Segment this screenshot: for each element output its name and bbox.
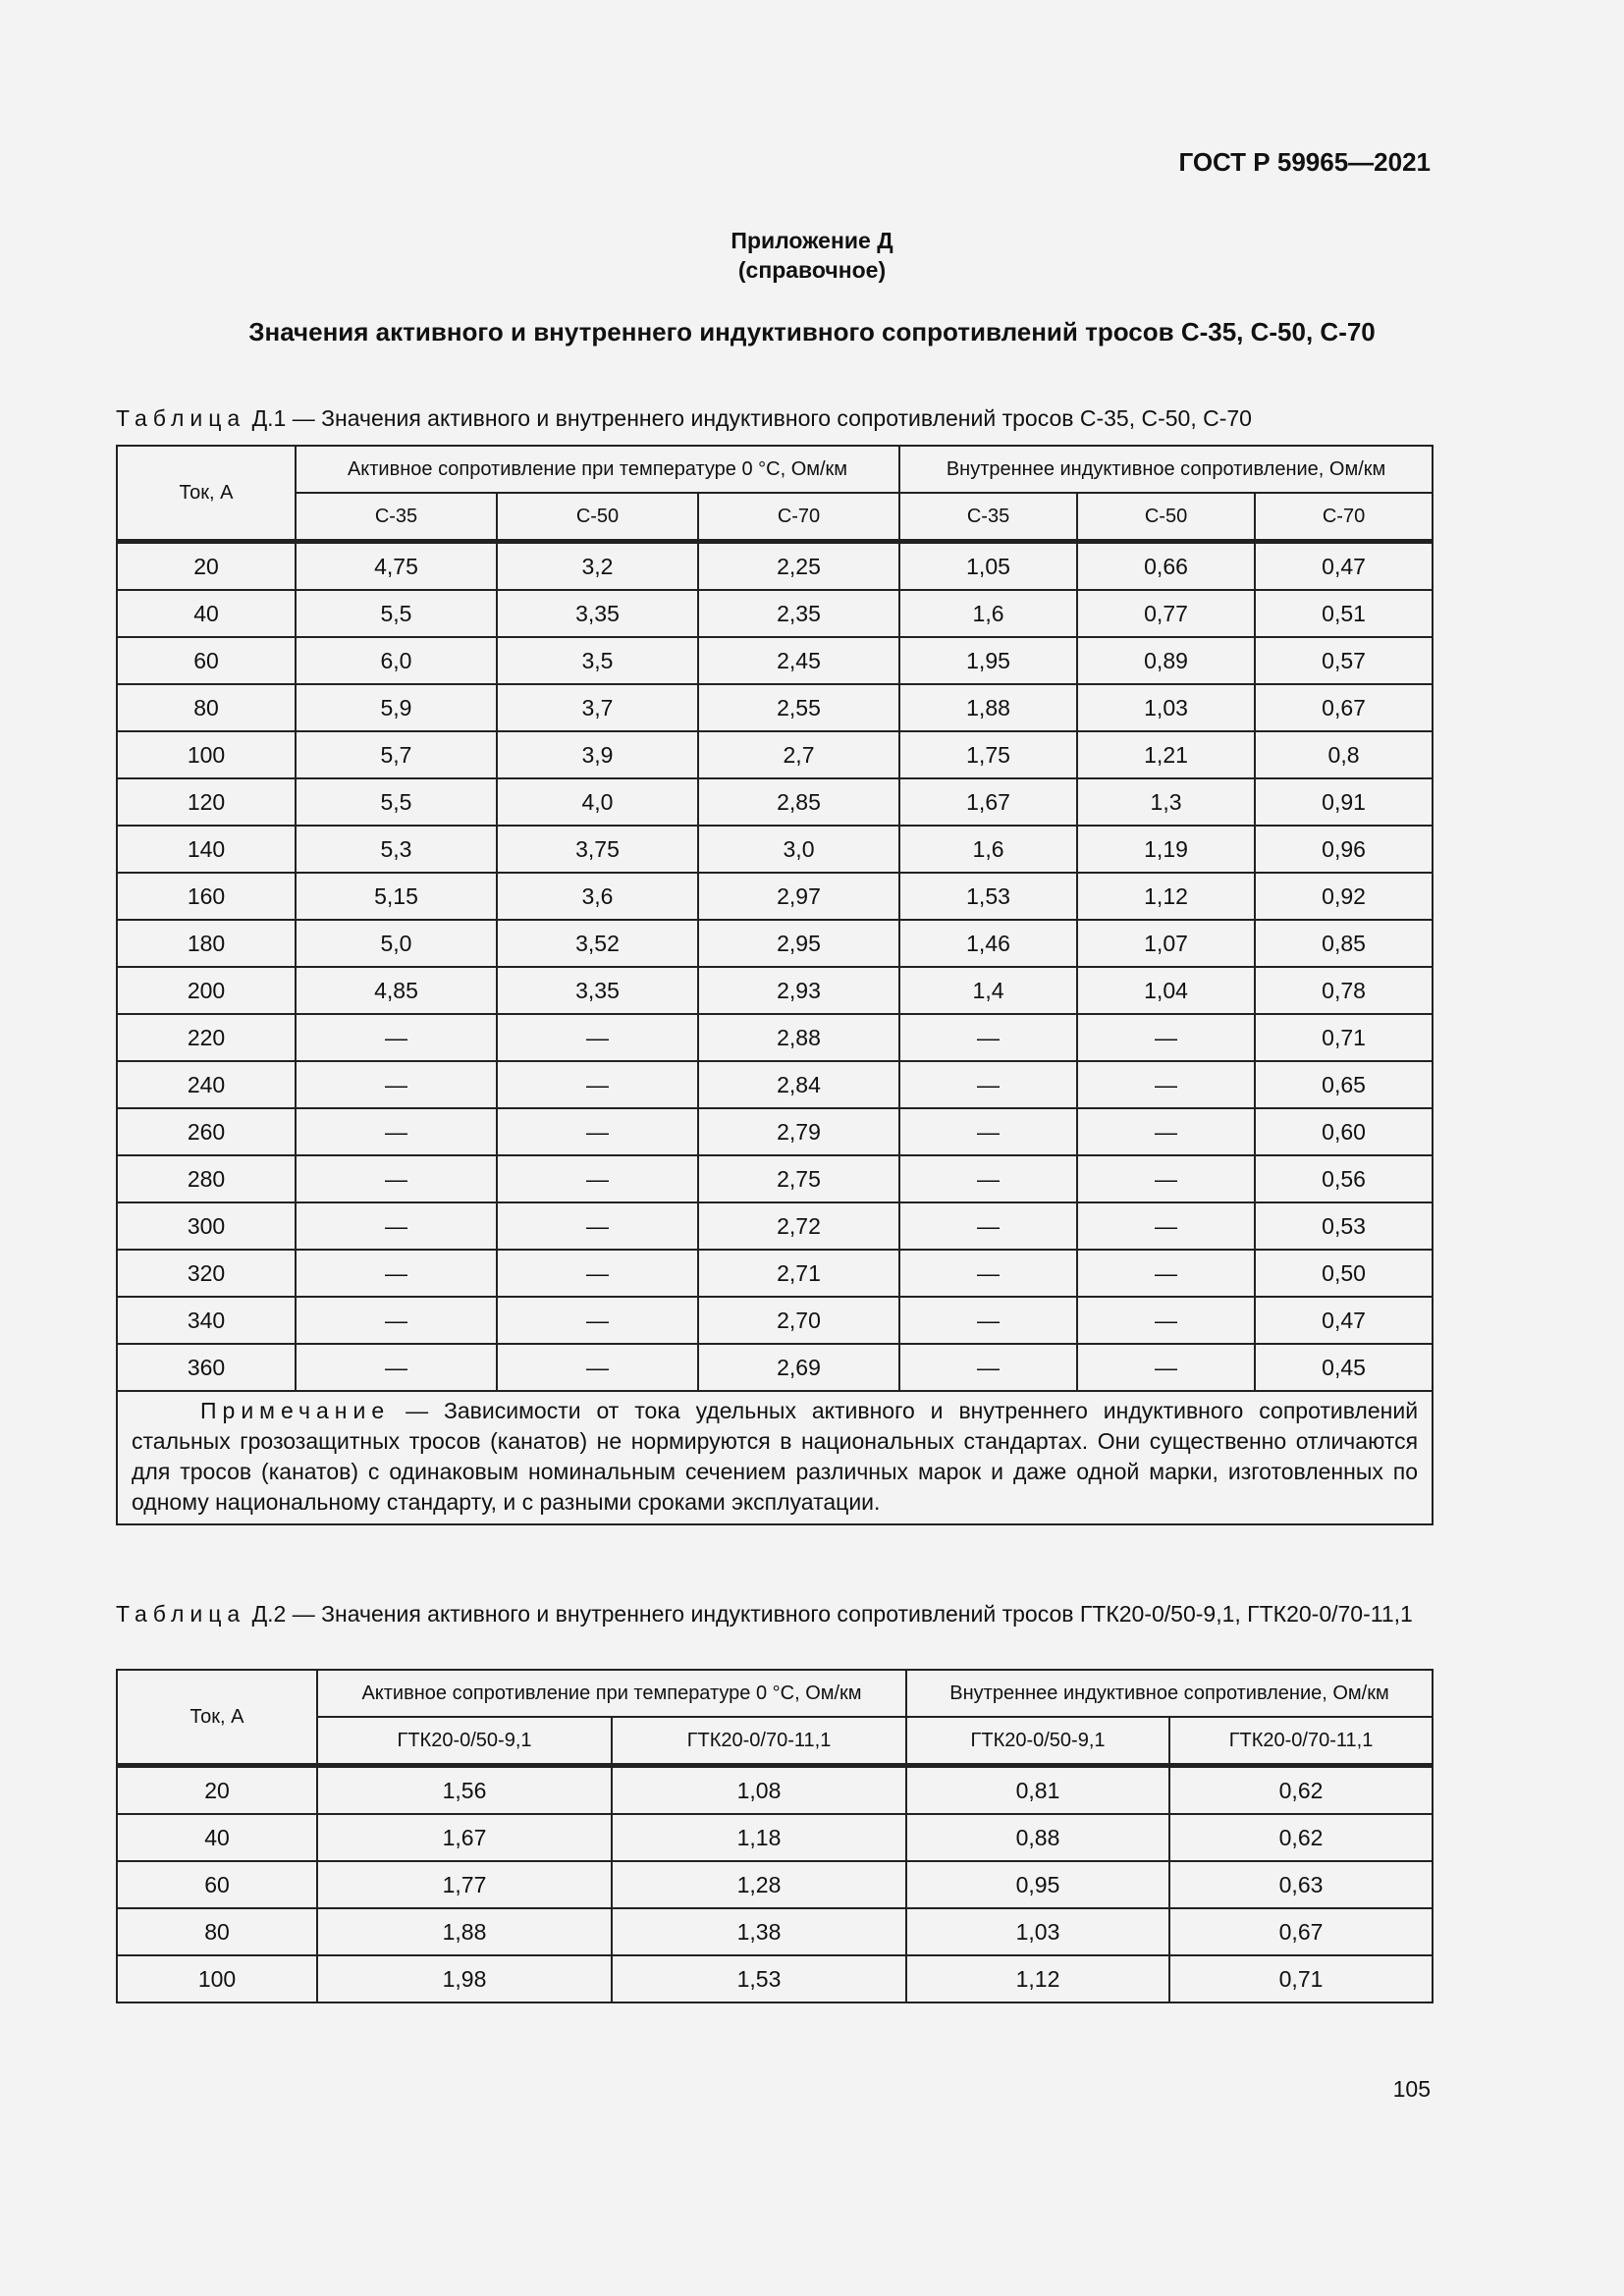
value-cell: —: [1077, 1155, 1255, 1202]
current-cell: 280: [117, 1155, 296, 1202]
document-number: ГОСТ Р 59965—2021: [1178, 147, 1431, 177]
page-number: 105: [1392, 2076, 1431, 2102]
table2-header-active: Активное сопротивление при температуре 0 °С, Ом/км: [317, 1670, 906, 1717]
value-cell: —: [497, 1108, 698, 1155]
value-cell: —: [497, 1297, 698, 1344]
table1-subheader: С-70: [1255, 493, 1433, 542]
value-cell: 0,47: [1255, 1297, 1433, 1344]
value-cell: —: [1077, 1108, 1255, 1155]
value-cell: 5,9: [296, 684, 497, 731]
current-cell: 80: [117, 1908, 317, 1955]
value-cell: —: [296, 1250, 497, 1297]
table-row: [117, 1344, 1433, 1391]
value-cell: 1,88: [899, 684, 1077, 731]
value-cell: 0,88: [906, 1814, 1169, 1861]
value-cell: 0,89: [1077, 637, 1255, 684]
current-cell: 40: [117, 590, 296, 637]
value-cell: 0,47: [1255, 542, 1433, 591]
value-cell: —: [296, 1202, 497, 1250]
value-cell: 1,03: [1077, 684, 1255, 731]
table-row: [117, 590, 1433, 637]
value-cell: —: [296, 1344, 497, 1391]
value-cell: 5,7: [296, 731, 497, 778]
value-cell: 5,15: [296, 873, 497, 920]
value-cell: 3,2: [497, 542, 698, 591]
current-cell: 340: [117, 1297, 296, 1344]
value-cell: 2,75: [698, 1155, 899, 1202]
value-cell: 0,67: [1255, 684, 1433, 731]
table-note: [117, 1391, 1433, 1524]
value-cell: 2,35: [698, 590, 899, 637]
value-cell: 1,6: [899, 590, 1077, 637]
value-cell: 1,67: [317, 1814, 612, 1861]
current-cell: 240: [117, 1061, 296, 1108]
current-cell: 180: [117, 920, 296, 967]
value-cell: 0,71: [1255, 1014, 1433, 1061]
value-cell: —: [1077, 1344, 1255, 1391]
current-cell: 140: [117, 826, 296, 873]
table-row: [117, 684, 1433, 731]
value-cell: —: [1077, 1014, 1255, 1061]
table2-header-current: Ток, А: [117, 1670, 317, 1766]
value-cell: 0,62: [1169, 1766, 1433, 1815]
table-row: [117, 1155, 1433, 1202]
current-cell: 360: [117, 1344, 296, 1391]
value-cell: 1,03: [906, 1908, 1169, 1955]
table-row: [117, 1955, 1433, 2002]
value-cell: 1,05: [899, 542, 1077, 591]
value-cell: —: [296, 1297, 497, 1344]
value-cell: —: [899, 1014, 1077, 1061]
value-cell: 2,97: [698, 873, 899, 920]
value-cell: 2,72: [698, 1202, 899, 1250]
value-cell: 1,53: [899, 873, 1077, 920]
table-row: [117, 1061, 1433, 1108]
current-cell: 120: [117, 778, 296, 826]
value-cell: 0,57: [1255, 637, 1433, 684]
value-cell: 3,75: [497, 826, 698, 873]
value-cell: 1,3: [1077, 778, 1255, 826]
table-row: [117, 1250, 1433, 1297]
value-cell: —: [899, 1297, 1077, 1344]
table-row: [117, 873, 1433, 920]
current-cell: 100: [117, 731, 296, 778]
current-cell: 100: [117, 1955, 317, 2002]
value-cell: 2,70: [698, 1297, 899, 1344]
table1-caption-text: Д.1 — Значения активного и внутреннего индуктивного сопротивлений тросов С-35, С-50, С-70: [251, 405, 1252, 431]
table-row: [117, 1297, 1433, 1344]
value-cell: 5,3: [296, 826, 497, 873]
value-cell: 4,75: [296, 542, 497, 591]
value-cell: 0,45: [1255, 1344, 1433, 1391]
value-cell: 0,78: [1255, 967, 1433, 1014]
value-cell: 3,7: [497, 684, 698, 731]
value-cell: 0,50: [1255, 1250, 1433, 1297]
current-cell: 260: [117, 1108, 296, 1155]
value-cell: 3,35: [497, 590, 698, 637]
value-cell: 0,92: [1255, 873, 1433, 920]
value-cell: —: [899, 1108, 1077, 1155]
value-cell: 1,53: [612, 1955, 906, 2002]
value-cell: —: [899, 1155, 1077, 1202]
table-row: [117, 637, 1433, 684]
table-row: [117, 1014, 1433, 1061]
current-cell: 20: [117, 542, 296, 591]
value-cell: —: [296, 1108, 497, 1155]
current-cell: 20: [117, 1766, 317, 1815]
value-cell: 1,38: [612, 1908, 906, 1955]
value-cell: 0,95: [906, 1861, 1169, 1908]
current-cell: 60: [117, 1861, 317, 1908]
table1-subheader: С-35: [296, 493, 497, 542]
current-cell: 300: [117, 1202, 296, 1250]
value-cell: 2,71: [698, 1250, 899, 1297]
table-row: [117, 542, 1433, 591]
value-cell: 2,69: [698, 1344, 899, 1391]
table-row: [117, 1908, 1433, 1955]
note-row: [117, 1391, 1433, 1524]
table2-subheader: ГТК20-0/70-11,1: [612, 1717, 906, 1766]
table-row: [117, 920, 1433, 967]
value-cell: 0,60: [1255, 1108, 1433, 1155]
value-cell: —: [1077, 1202, 1255, 1250]
value-cell: 2,55: [698, 684, 899, 731]
value-cell: 3,52: [497, 920, 698, 967]
value-cell: 0,85: [1255, 920, 1433, 967]
table1-subheader: С-35: [899, 493, 1077, 542]
value-cell: —: [497, 1344, 698, 1391]
appendix-subtitle: (справочное): [737, 257, 887, 283]
value-cell: —: [1077, 1061, 1255, 1108]
value-cell: 1,67: [899, 778, 1077, 826]
value-cell: 1,19: [1077, 826, 1255, 873]
value-cell: 0,56: [1255, 1155, 1433, 1202]
value-cell: 2,79: [698, 1108, 899, 1155]
value-cell: 0,66: [1077, 542, 1255, 591]
table2-caption-label: Таблица: [116, 1601, 246, 1627]
value-cell: 1,07: [1077, 920, 1255, 967]
value-cell: 0,96: [1255, 826, 1433, 873]
value-cell: 3,35: [497, 967, 698, 1014]
current-cell: 40: [117, 1814, 317, 1861]
table-row: [117, 1814, 1433, 1861]
table-row: [117, 1202, 1433, 1250]
value-cell: 1,46: [899, 920, 1077, 967]
table-row: [117, 778, 1433, 826]
current-cell: 220: [117, 1014, 296, 1061]
value-cell: 4,0: [497, 778, 698, 826]
value-cell: 2,7: [698, 731, 899, 778]
table1-header-current: Ток, А: [117, 446, 296, 542]
value-cell: 0,81: [906, 1766, 1169, 1815]
appendix-title: [0, 226, 1624, 285]
table-row: [117, 1766, 1433, 1815]
value-cell: 0,77: [1077, 590, 1255, 637]
value-cell: 1,6: [899, 826, 1077, 873]
value-cell: —: [497, 1250, 698, 1297]
value-cell: 1,04: [1077, 967, 1255, 1014]
table2-header-inductive: Внутреннее индуктивное сопротивление, Ом/км: [906, 1670, 1433, 1717]
value-cell: 1,12: [1077, 873, 1255, 920]
note-text: — Зависимости от тока удельных активного и внутреннего индуктивного сопротивлений стальных грозозащитных тросов (канатов) не нормируются в национальных стандартах. Они существенно отличаются для тросов (канатов) с одинаковым номинальным сечением различных марок и даже одной марки, изготовленных по одному национальному стандарту, и с разными сроками эксплуатации.: [132, 1398, 1419, 1515]
value-cell: 1,98: [317, 1955, 612, 2002]
current-cell: 80: [117, 684, 296, 731]
value-cell: —: [899, 1202, 1077, 1250]
current-cell: 320: [117, 1250, 296, 1297]
value-cell: 2,25: [698, 542, 899, 591]
value-cell: 2,88: [698, 1014, 899, 1061]
value-cell: 4,85: [296, 967, 497, 1014]
value-cell: —: [899, 1344, 1077, 1391]
table-row: [117, 826, 1433, 873]
value-cell: 5,0: [296, 920, 497, 967]
value-cell: 1,75: [899, 731, 1077, 778]
value-cell: 6,0: [296, 637, 497, 684]
table1-header-active: Активное сопротивление при температуре 0 °С, Ом/км: [296, 446, 899, 493]
section-heading: Значения активного и внутреннего индуктивного сопротивлений тросов С-35, С-50, С-70: [248, 317, 1376, 347]
table-row: [117, 1861, 1433, 1908]
table-row: [117, 731, 1433, 778]
value-cell: 0,65: [1255, 1061, 1433, 1108]
value-cell: —: [497, 1155, 698, 1202]
value-cell: 3,5: [497, 637, 698, 684]
table2-subheader: ГТК20-0/50-9,1: [906, 1717, 1169, 1766]
value-cell: 3,0: [698, 826, 899, 873]
value-cell: —: [899, 1250, 1077, 1297]
table2-caption-text: Д.2 — Значения активного и внутреннего индуктивного сопротивлений тросов ГТК20-0/50-9,1, ГТК20-0/70-11,1: [251, 1601, 1413, 1627]
value-cell: —: [1077, 1297, 1255, 1344]
value-cell: —: [899, 1061, 1077, 1108]
value-cell: —: [497, 1061, 698, 1108]
table1-caption-label: Таблица: [116, 405, 246, 431]
current-cell: 60: [117, 637, 296, 684]
value-cell: —: [296, 1155, 497, 1202]
value-cell: 0,71: [1169, 1955, 1433, 2002]
value-cell: 1,56: [317, 1766, 612, 1815]
table2-caption: [116, 1599, 1432, 1629]
value-cell: —: [296, 1061, 497, 1108]
table-row: [117, 1108, 1433, 1155]
value-cell: 1,21: [1077, 731, 1255, 778]
table2-subheader: ГТК20-0/50-9,1: [317, 1717, 612, 1766]
value-cell: 3,6: [497, 873, 698, 920]
value-cell: 1,95: [899, 637, 1077, 684]
value-cell: 2,84: [698, 1061, 899, 1108]
table-row: [117, 967, 1433, 1014]
table1: [116, 445, 1434, 1525]
value-cell: 0,91: [1255, 778, 1433, 826]
table1-subheader: С-50: [497, 493, 698, 542]
value-cell: 3,9: [497, 731, 698, 778]
table1-caption: [116, 403, 1432, 433]
value-cell: 2,95: [698, 920, 899, 967]
value-cell: —: [497, 1014, 698, 1061]
value-cell: 2,85: [698, 778, 899, 826]
value-cell: 0,8: [1255, 731, 1433, 778]
value-cell: 0,53: [1255, 1202, 1433, 1250]
value-cell: 1,18: [612, 1814, 906, 1861]
current-cell: 200: [117, 967, 296, 1014]
value-cell: 1,77: [317, 1861, 612, 1908]
value-cell: 0,67: [1169, 1908, 1433, 1955]
value-cell: —: [497, 1202, 698, 1250]
table2: [116, 1669, 1434, 2003]
value-cell: 1,28: [612, 1861, 906, 1908]
table1-subheader: С-70: [698, 493, 899, 542]
table2-subheader: ГТК20-0/70-11,1: [1169, 1717, 1433, 1766]
current-cell: 160: [117, 873, 296, 920]
note-label: Примечание: [200, 1398, 391, 1423]
appendix-title-text: Приложение Д: [731, 228, 893, 253]
value-cell: 5,5: [296, 590, 497, 637]
value-cell: 0,63: [1169, 1861, 1433, 1908]
value-cell: 1,12: [906, 1955, 1169, 2002]
table1-subheader: С-50: [1077, 493, 1255, 542]
value-cell: 1,4: [899, 967, 1077, 1014]
value-cell: 2,93: [698, 967, 899, 1014]
value-cell: 2,45: [698, 637, 899, 684]
table1-header-inductive: Внутреннее индуктивное сопротивление, Ом/км: [899, 446, 1433, 493]
value-cell: 0,51: [1255, 590, 1433, 637]
value-cell: 1,08: [612, 1766, 906, 1815]
value-cell: —: [1077, 1250, 1255, 1297]
value-cell: 1,88: [317, 1908, 612, 1955]
value-cell: —: [296, 1014, 497, 1061]
value-cell: 0,62: [1169, 1814, 1433, 1861]
value-cell: 5,5: [296, 778, 497, 826]
